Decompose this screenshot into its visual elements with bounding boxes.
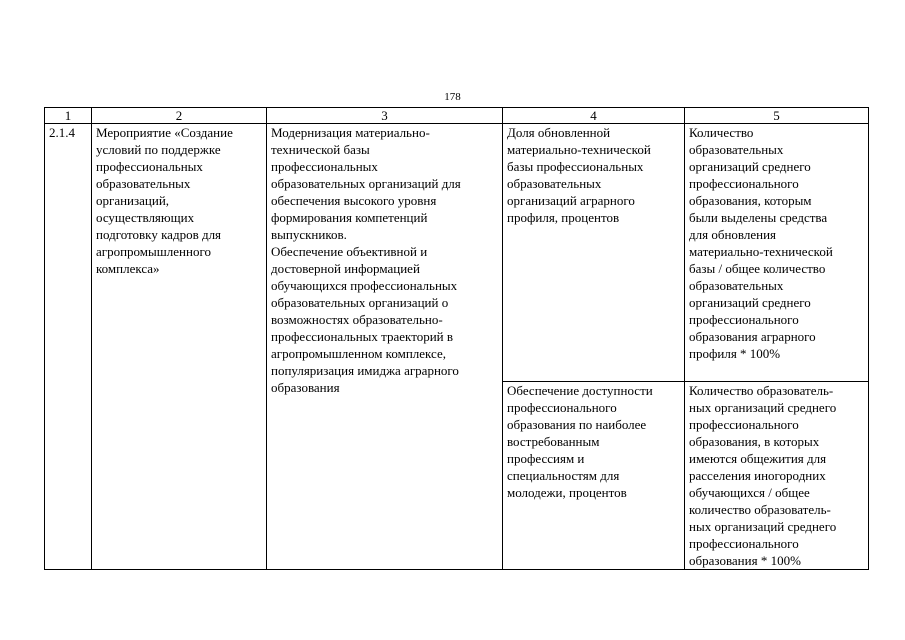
table-header-row <box>45 108 869 124</box>
indicator-formula: Количество образователь- ных организаций среднего профессионального образования, в которых имеются общежития для расселения иногородних обучающихся / общее количество образователь- ных организаций среднего профессионального образования * 100% <box>689 383 837 568</box>
page-number: 178 <box>444 91 461 103</box>
indicator-formula: Количество образовательных организаций среднего профессионального образования, которым были выделены средства для обновления материально-технической базы / общее количество образовательных организаций среднего профессионального образования аграрного профиля * 100% <box>689 125 833 361</box>
column-header-2: 2 <box>92 108 267 124</box>
indicator-name-cell <box>503 124 685 382</box>
indicator-formula-cell <box>685 382 869 570</box>
description-cell <box>267 124 503 570</box>
indicator-name: Доля обновленной материально-технической базы профессиональных образовательных организаций аграрного профиля, процентов <box>507 125 651 225</box>
table-row <box>45 124 869 382</box>
indicator-name-cell <box>503 382 685 570</box>
description-text: Модернизация материально- технической базы профессиональных образовательных организаций для обеспечения высокого уровня формирования компетенций выпускников. Обеспечение объективной и достоверной информацией обучающихся профессиональных образовательных организаций о возможностях образовательно- профессиональных траекторий в агропромышленном комплексе, популяризация имиджа аграрного образования <box>271 125 461 395</box>
document-table <box>44 107 869 570</box>
event-text: Мероприятие «Создание условий по поддержке профессиональных образовательных организаций, осуществляющих подготовку кадров для агропромышленного комплекса» <box>96 125 233 276</box>
column-header-4: 4 <box>503 108 685 124</box>
row-code-cell <box>45 124 92 570</box>
event-cell <box>92 124 267 570</box>
column-header-1: 1 <box>45 108 92 124</box>
indicator-formula-cell <box>685 124 869 382</box>
indicator-name: Обеспечение доступности профессионального образования по наиболее востребованным профессиям и специальностям для молодежи, процентов <box>507 383 653 500</box>
column-header-3: 3 <box>267 108 503 124</box>
row-code: 2.1.4 <box>49 125 75 140</box>
column-header-5: 5 <box>685 108 869 124</box>
